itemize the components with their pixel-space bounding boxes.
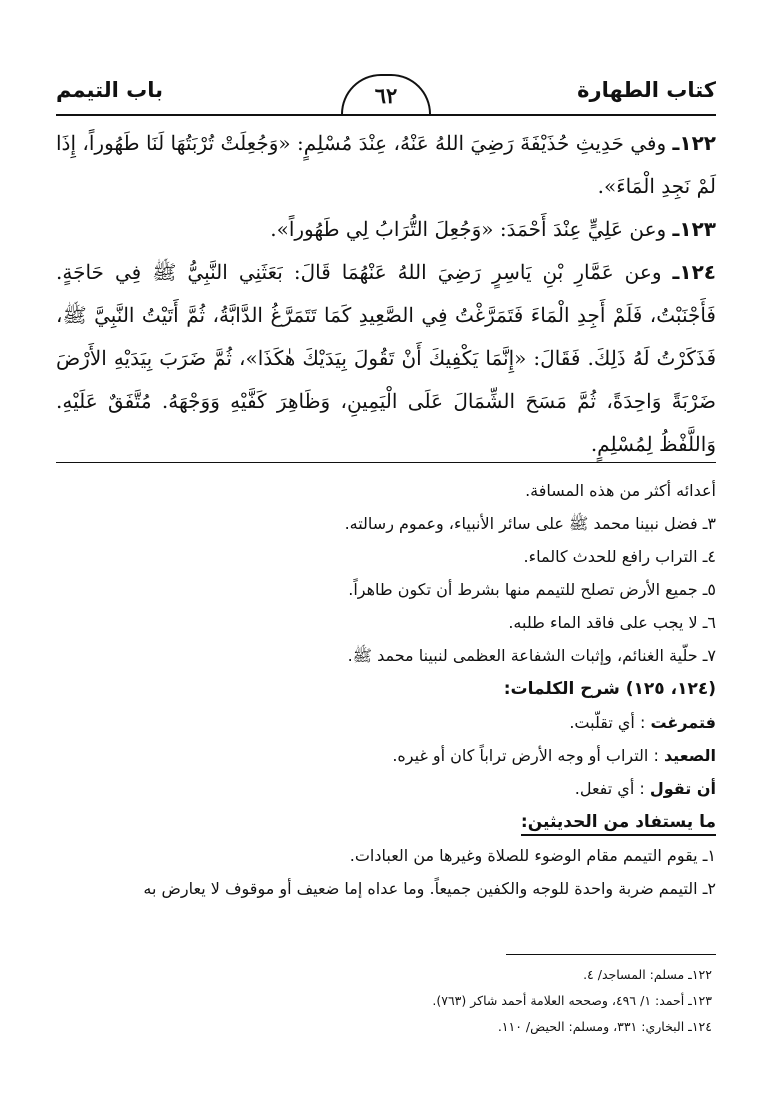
hadith-number: ١٢٤ـ xyxy=(672,260,717,284)
footnote: ١٢٢ـ مسلم: المساجد/ ٤. xyxy=(583,967,712,982)
hadith-section xyxy=(56,122,716,466)
commentary-line: ٣ـ فضل نبينا محمد ﷺ على سائر الأنبياء، وعموم رسالته. xyxy=(344,514,716,533)
footnote: ١٢٤ـ البخاري: ٣٣١، ومسلم: الحيض/ ١١٠. xyxy=(497,1019,712,1034)
commentary-line: أعدائه أكثر من هذه المسافة. xyxy=(525,481,716,500)
hadith-123 xyxy=(56,208,716,251)
footnote: ١٢٣ـ أحمد: ١/ ٤٩٦، وصححه العلامة أحمد شاكر (٧٦٣). xyxy=(432,993,712,1008)
book-page xyxy=(56,68,716,1108)
benefit-item: ١ـ يقوم التيمم مقام الوضوء للصلاة وغيرها من العبادات. xyxy=(349,846,716,865)
vocab-definition: : أي تقلّبت. xyxy=(569,713,646,732)
book-title: كتاب الطهارة xyxy=(577,78,716,102)
commentary-line: ٤ـ التراب رافع للحدث كالماء. xyxy=(523,547,716,566)
vocab-term: أن تقول xyxy=(649,779,716,798)
vocab-definition: : أي تفعل. xyxy=(574,779,645,798)
benefits-title xyxy=(56,805,716,839)
vocab-definition: : التراب أو وجه الأرض تراباً كان أو غيره. xyxy=(392,746,659,765)
hadith-text: وفي حَدِيثِ حُذَيْفَةَ رَضِيَ اللهُ عَنْهُ، عِنْدَ مُسْلِمٍ: «وَجُعِلَتْ تُرْبَتُهَا لَنَا طَهُوراً، إِذَا لَمْ نَجِدِ الْمَاءَ». xyxy=(56,131,716,198)
benefits-title-text: ما يستفاد من الحديثين: xyxy=(521,812,716,836)
vocab-title: (١٢٤، ١٢٥) شرح الكلمات: xyxy=(503,679,716,699)
vocab-term: فتمرغت xyxy=(650,713,716,732)
section-divider xyxy=(56,462,716,463)
vocab-item xyxy=(56,772,716,805)
commentary-line: ٧ـ حلّية الغنائم، وإثبات الشفاعة العظمى لنبينا محمد ﷺ. xyxy=(347,646,716,665)
hadith-text: وعن عَلِيٍّ عِنْدَ أَحْمَدَ: «وَجُعِلَ التُّرَابُ لِي طَهُوراً». xyxy=(270,217,667,241)
vocab-term: الصعيد xyxy=(663,746,716,765)
benefit-item: ٢ـ التيمم ضربة واحدة للوجه والكفين جميعاً. وما عداه إما ضعيف أو موقوف لا يعارض به xyxy=(143,879,716,898)
hadith-text: وعن عَمَّارِ بْنِ يَاسِرٍ رَضِيَ اللهُ عَنْهُمَا قَالَ: بَعَثَنِي النَّبِيُّ ﷺ فِي حَاجَةٍ. فَأَجْنَبْتُ، فَلَمْ أَجِدِ الْمَاءَ فَتَمَرَّغْتُ فِي الصَّعِيدِ كَمَا تَتَمَرَّغُ الدَّابَّةُ، ثُمَّ أَتَيْتُ النَّبِيَّ ﷺ، فَذَكَرْتُ لَهُ ذَلِكَ. فَقَالَ: «إِنَّمَا يَكْفِيكَ أَنْ تَقُولَ بِيَدَيْكَ هٰكَذَا»، ثُمَّ ضَرَبَ بِيَدَيْهِ الأَرْضَ ضَرْبَةً وَاحِدَةً، ثُمَّ مَسَحَ الشِّمَالَ عَلَى الْيَمِينِ، وَظَاهِرَ كَفَّيْهِ وَوَجْهَهُ. مُتَّفَقٌ عَلَيْهِ. وَاللَّفْظُ لِمُسْلِمٍ. xyxy=(56,260,716,456)
page-header xyxy=(56,74,716,116)
hadith-122 xyxy=(56,122,716,208)
chapter-title: باب التيمم xyxy=(56,78,163,102)
commentary-line: ٥ـ جميع الأرض تصلح للتيمم منها بشرط أن تكون طاهراً. xyxy=(348,580,716,599)
page-number: ٦٢ xyxy=(341,74,431,114)
hadith-number: ١٢٣ـ xyxy=(672,217,716,241)
vocab-item xyxy=(56,706,716,739)
commentary-line: ٦ـ لا يجب على فاقد الماء طلبه. xyxy=(508,613,716,632)
footnotes xyxy=(56,962,716,1040)
hadith-124 xyxy=(56,251,716,466)
vocab-item xyxy=(56,739,716,772)
hadith-number: ١٢٢ـ xyxy=(672,131,717,155)
footnote-divider xyxy=(506,954,716,955)
commentary-section xyxy=(56,474,716,905)
